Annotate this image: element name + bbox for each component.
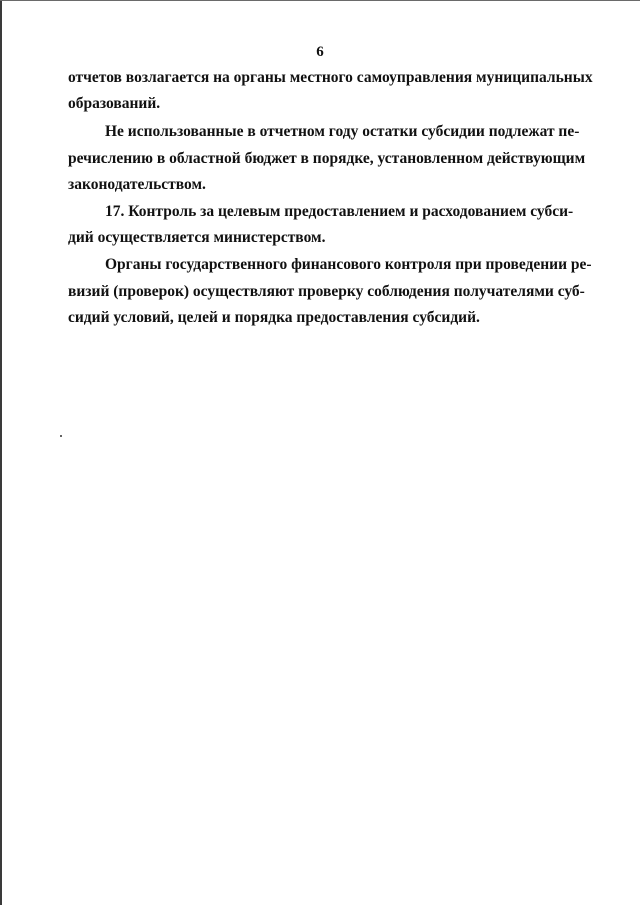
paragraph-4-line-2: визий (проверок) осуществляют проверку соблюдения получателями суб- [68,283,585,300]
scan-speck [60,435,62,437]
paragraph-3-line-2: дий осуществляется министерством. [68,229,326,246]
paragraph-2-line-1: Не использованные в отчетном году остатки субсидии подлежат пе- [105,123,580,140]
paragraph-3-line-1: 17. Контроль за целевым предоставлением и расходованием субси- [105,203,574,220]
scan-edge-top [0,0,640,1]
page-number: 6 [316,44,324,60]
paragraph-2-line-3: законодательством. [68,176,206,193]
scan-edge-left [0,0,2,905]
paragraph-2-line-2: речислению в областной бюджет в порядке, установленном действующим [68,150,586,167]
paragraph-1-line-2: образований. [68,95,161,112]
paragraph-4-line-1: Органы государственного финансового контроля при проведении ре- [105,256,592,273]
paragraph-4-line-3: сидий условий, целей и порядка предоставления субсидий. [68,309,480,326]
paragraph-1-line-1: отчетов возлагается на органы местного самоуправления муниципальных [68,69,593,86]
